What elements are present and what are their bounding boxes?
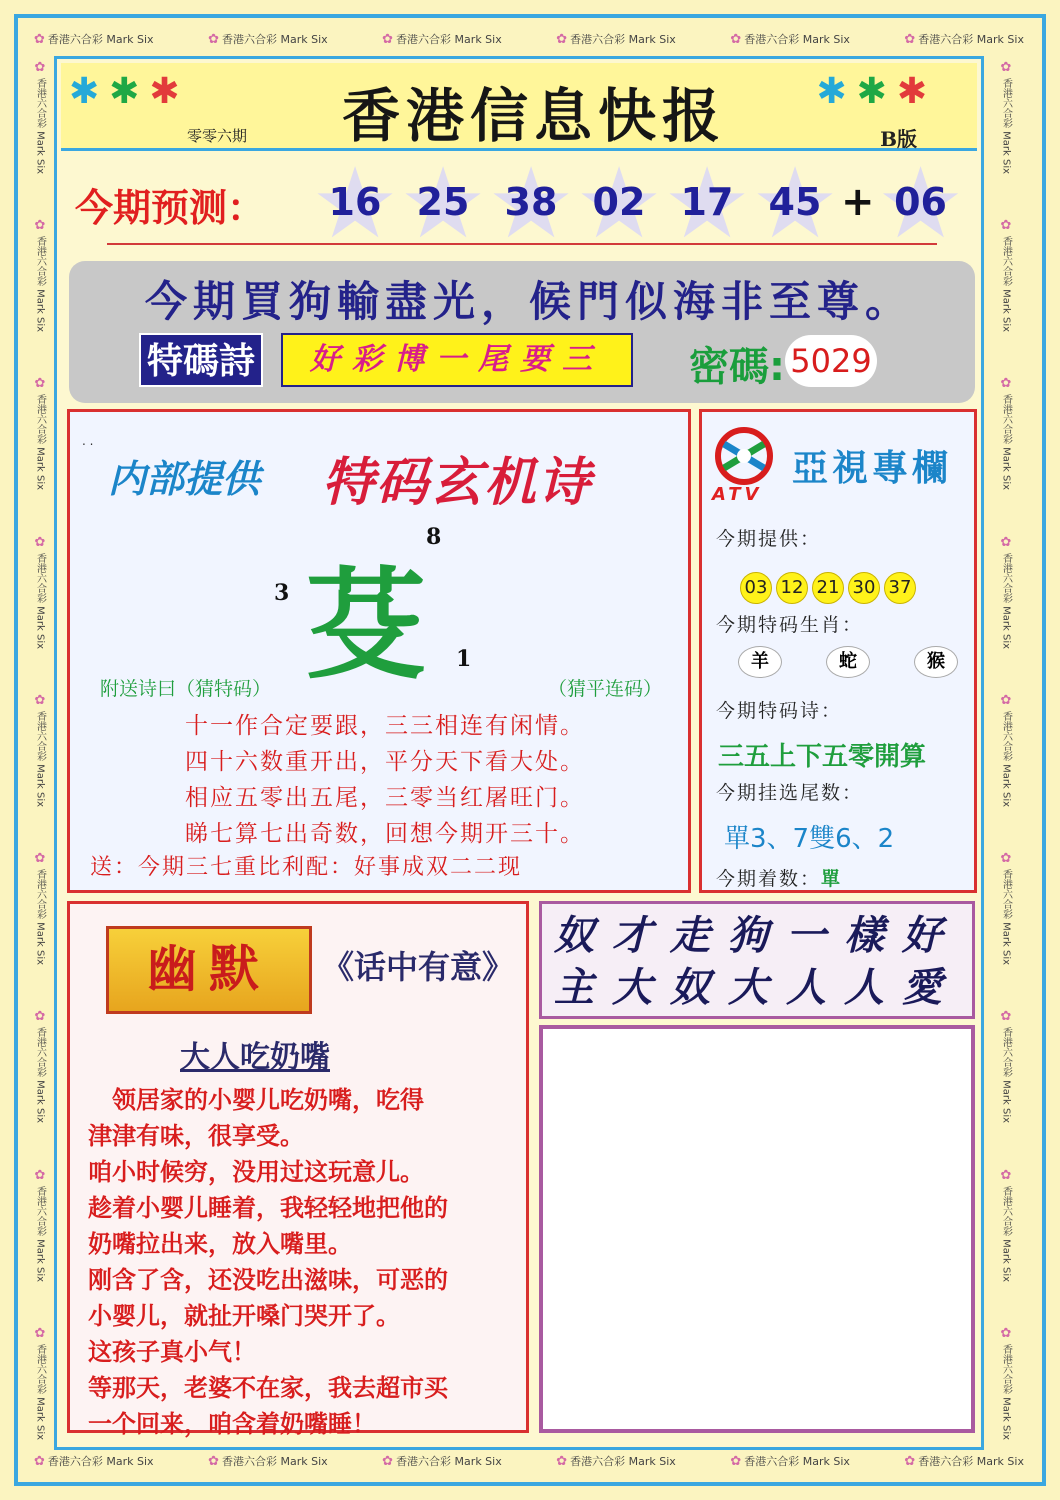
prediction-number: ★ 17 — [663, 161, 751, 243]
watermark-item — [33, 218, 48, 332]
watermark-item — [33, 60, 48, 174]
flower-icon: ✿ — [34, 31, 45, 47]
poem-verse: 睇七算七出奇数，回想今期开三十。 — [185, 821, 585, 847]
watermark-text: 香港六合彩 Mark Six — [570, 33, 676, 46]
zodiac-badge: 羊 — [738, 646, 782, 678]
humor-badge: 幽默 — [106, 926, 312, 1014]
flower-icon: ✿ — [556, 1453, 568, 1469]
flower-icon: ✿ — [32, 692, 48, 708]
atv-logo-icon — [714, 426, 774, 486]
blank-panel — [539, 1025, 975, 1433]
watermark-text: 香港六合彩 Mark Six — [744, 33, 850, 46]
flower-icon: ✿ — [998, 218, 1014, 234]
prediction-number: ★ 25 — [399, 161, 487, 243]
watermark-item — [999, 376, 1014, 490]
watermark-text: 香港六合彩 Mark Six — [1000, 78, 1012, 175]
watermark-item — [999, 535, 1014, 649]
atv-logo-text: ATV — [712, 484, 763, 505]
flower-icon: ✿ — [556, 31, 568, 47]
joke-line: 等那天，老婆不在家，我去超市买 — [88, 1374, 448, 1402]
watermark-item — [730, 1453, 850, 1469]
watermark-item — [34, 31, 154, 47]
watermark-text: 香港六合彩 Mark Six — [396, 1455, 502, 1468]
watermark-item — [999, 218, 1014, 332]
asterisk-icon: ✱ — [856, 71, 897, 112]
asterisk-icon: ✱ — [896, 71, 937, 112]
watermark-item — [33, 693, 48, 807]
zodiac-label: 今期特码生肖： — [716, 614, 864, 636]
guess-flat-label: （猜平连码） — [547, 678, 662, 700]
watermark-text: 香港六合彩 Mark Six — [221, 1455, 328, 1468]
watermark-item — [33, 1168, 48, 1282]
prediction-number: ★ 02 — [575, 161, 663, 243]
watermark-text: 香港六合彩 Mark Six — [34, 394, 46, 491]
content-panel — [54, 56, 984, 1450]
tails-label: 今期挂选尾数： — [716, 782, 864, 804]
prediction-label: 今期预测： — [75, 186, 266, 230]
asterisk-icon: ✱ — [69, 71, 110, 112]
riddle-number: 1 — [456, 646, 472, 672]
riddle-number: 8 — [426, 524, 442, 550]
flower-icon: ✿ — [904, 1453, 916, 1469]
proverb-box — [539, 901, 975, 1019]
joke-title: 大人吃奶嘴 — [180, 1040, 330, 1075]
flower-icon: ✿ — [208, 1453, 219, 1469]
poem-verses — [90, 708, 680, 852]
proverb-line: 奴才走狗一樣好 — [554, 912, 960, 959]
watermark-text: 香港六合彩 Mark Six — [1000, 869, 1012, 966]
provide-label: 今期提供： — [716, 528, 822, 550]
number-ball: 37 — [884, 572, 916, 604]
flower-icon: ✿ — [730, 1453, 742, 1469]
proverb-line: 主大奴大人人愛 — [554, 964, 960, 1011]
watermark-item — [999, 1009, 1014, 1123]
watermark-text: 香港六合彩 Mark Six — [221, 33, 328, 46]
watermark-top — [34, 28, 1024, 50]
watermark-text: 香港六合彩 Mark Six — [918, 1455, 1024, 1468]
special-poem-text: 好彩博一尾要三 — [281, 333, 633, 387]
prediction-number: ★ 38 — [487, 161, 575, 243]
watermark-item — [999, 1168, 1014, 1282]
watermark-item — [999, 693, 1014, 807]
poem-verse: 十一作合定要跟，三三相连有闲情。 — [185, 713, 585, 739]
number-ball: 03 — [740, 572, 772, 604]
headline-banner — [69, 261, 975, 403]
watermark-text: 香港六合彩 Mark Six — [396, 33, 502, 46]
watermark-item — [34, 1453, 154, 1469]
secret-code-label: 密碼: — [689, 344, 785, 390]
number-ball: 21 — [812, 572, 844, 604]
joke-line: 咱小时候穷，没用过这玩意儿。 — [88, 1158, 424, 1186]
edition-label: B版 — [880, 127, 917, 151]
plus-sign: + — [841, 179, 875, 225]
watermark-item — [208, 1453, 328, 1469]
watermark-text: 香港六合彩 Mark Six — [34, 78, 46, 175]
flower-icon: ✿ — [998, 1167, 1014, 1183]
pick-value: 單 — [821, 868, 843, 890]
flower-icon: ✿ — [382, 31, 394, 47]
tails-value: 單3、7雙6、2 — [724, 824, 895, 854]
joke-line: 津津有味，很享受。 — [88, 1122, 304, 1150]
watermark-text: 香港六合彩 Mark Six — [34, 1027, 46, 1124]
watermark-text: 香港六合彩 Mark Six — [34, 1185, 46, 1282]
watermark-text: 香港六合彩 Mark Six — [918, 33, 1024, 46]
flower-icon: ✿ — [382, 1453, 394, 1469]
special-poem-label: 今期特码诗： — [716, 700, 843, 722]
zodiac-badge: 蛇 — [826, 646, 870, 678]
number-balls — [740, 572, 916, 604]
watermark-item — [904, 31, 1024, 47]
flower-icon: ✿ — [208, 31, 219, 47]
watermark-text: 香港六合彩 Mark Six — [34, 236, 46, 333]
flower-icon: ✿ — [998, 60, 1014, 75]
watermark-text: 香港六合彩 Mark Six — [1000, 1027, 1012, 1124]
watermark-item — [33, 1326, 48, 1440]
watermark-item — [999, 60, 1014, 174]
humor-box — [67, 901, 529, 1438]
flower-icon: ✿ — [32, 1009, 48, 1025]
watermark-item — [556, 31, 676, 47]
watermark-item — [382, 31, 502, 47]
pick-label: 今期着数： — [716, 868, 822, 890]
watermark-text: 香港六合彩 Mark Six — [1000, 710, 1012, 807]
watermark-text: 香港六合彩 Mark Six — [47, 1455, 154, 1468]
watermark-text: 香港六合彩 Mark Six — [1000, 1185, 1012, 1282]
watermark-left — [30, 60, 50, 1440]
flower-icon: ✿ — [904, 31, 916, 47]
flower-icon: ✿ — [32, 1325, 48, 1341]
joke-line: 领居家的小婴儿吃奶嘴，吃得 — [88, 1086, 424, 1114]
watermark-item — [208, 31, 328, 47]
watermark-item — [33, 851, 48, 965]
watermark-text: 香港六合彩 Mark Six — [1000, 236, 1012, 333]
headline-text: 今期買狗輸盡光，候門似海非至尊。 — [144, 277, 913, 326]
watermark-item — [904, 1453, 1024, 1469]
watermark-text: 香港六合彩 Mark Six — [34, 552, 46, 649]
watermark-item — [33, 1009, 48, 1123]
poem-verse: 四十六数重开出，平分天下看大处。 — [185, 749, 585, 775]
watermark-text: 香港六合彩 Mark Six — [34, 710, 46, 807]
divider-line — [107, 243, 937, 245]
special-poem-label: 特碼詩 — [139, 333, 263, 387]
watermark-item — [999, 1326, 1014, 1440]
riddle-character: 芟 — [306, 557, 426, 696]
joke-line: 这孩子真小气！ — [88, 1338, 256, 1366]
flower-icon: ✿ — [998, 851, 1014, 867]
asterisk-icon: ✱ — [149, 71, 190, 112]
watermark-text: 香港六合彩 Mark Six — [570, 1455, 676, 1468]
flower-icon: ✿ — [32, 1167, 48, 1183]
watermark-item — [33, 376, 48, 490]
bonus-line: 送：今期三七重比利配：好事成双二二现 — [90, 855, 523, 880]
number-ball: 30 — [848, 572, 880, 604]
joke-line: 刚含了含，还没吃出滋味，可恶的 — [88, 1266, 448, 1294]
flower-icon: ✿ — [998, 376, 1014, 392]
prediction-numbers — [311, 161, 965, 243]
watermark-item — [999, 851, 1014, 965]
watermark-text: 香港六合彩 Mark Six — [34, 1343, 46, 1440]
joke-line: 趁着小婴儿睡着，我轻轻地把他的 — [88, 1194, 448, 1222]
asterisk-icon: ✱ — [109, 71, 150, 112]
flower-icon: ✿ — [32, 60, 48, 75]
watermark-text: 香港六合彩 Mark Six — [1000, 1343, 1012, 1440]
watermark-text: 香港六合彩 Mark Six — [1000, 552, 1012, 649]
watermark-text: 香港六合彩 Mark Six — [1000, 394, 1012, 491]
watermark-item — [382, 1453, 502, 1469]
joke-line: 奶嘴拉出来，放入嘴里。 — [88, 1230, 352, 1258]
guess-special-label: 附送诗曰（猜特码） — [100, 678, 272, 700]
zodiac-badge: 猴 — [914, 646, 958, 678]
flower-icon: ✿ — [32, 376, 48, 392]
flower-icon: ✿ — [998, 534, 1014, 550]
joke-line: 一个回来，咱含着奶嘴睡！ — [88, 1410, 376, 1438]
decorative-stars-right — [816, 71, 937, 112]
poem-verse: 相应五零出五尾，三零当红屠旺门。 — [185, 785, 585, 811]
atv-title: 亞視專欄 — [792, 448, 953, 489]
watermark-right — [996, 60, 1016, 1440]
decorative-stars-left — [69, 71, 190, 112]
issue-number: 零零六期 — [187, 127, 248, 145]
mystic-title: 特码玄机诗 — [322, 453, 593, 513]
watermark-bottom — [34, 1450, 1024, 1472]
prediction-number: ★ 45 — [751, 161, 839, 243]
flower-icon: ✿ — [730, 31, 742, 47]
watermark-item — [730, 31, 850, 47]
watermark-text: 香港六合彩 Mark Six — [47, 33, 154, 46]
flower-icon: ✿ — [998, 692, 1014, 708]
secret-code-value: 5029 — [785, 335, 877, 387]
joke-body — [88, 1082, 518, 1442]
joke-line: 小婴儿，就扯开嗓门哭开了。 — [88, 1302, 400, 1330]
humor-subtitle: 《话中有意》 — [322, 948, 515, 986]
flower-icon: ✿ — [998, 1009, 1014, 1025]
mystic-poem-box — [67, 409, 691, 893]
prediction-number: ★ 16 — [311, 161, 399, 243]
watermark-text: 香港六合彩 Mark Six — [34, 869, 46, 966]
zodiac-list — [738, 646, 958, 678]
special-number: ★ 06 — [877, 161, 965, 243]
internal-label: 内部提供 — [108, 457, 261, 501]
flower-icon: ✿ — [998, 1325, 1014, 1341]
flower-icon: ✿ — [32, 218, 48, 234]
watermark-item — [556, 1453, 676, 1469]
watermark-text: 香港六合彩 Mark Six — [744, 1455, 850, 1468]
riddle-number: 3 — [274, 580, 290, 606]
flower-icon: ✿ — [32, 534, 48, 550]
atv-column-box — [699, 409, 977, 893]
special-poem: 三五上下五零開算 — [718, 742, 927, 772]
watermark-item — [33, 535, 48, 649]
flower-icon: ✿ — [32, 851, 48, 867]
masthead-title: 香港信息快报 — [341, 82, 726, 150]
flower-icon: ✿ — [34, 1453, 45, 1469]
masthead — [61, 63, 977, 151]
asterisk-icon: ✱ — [816, 71, 857, 112]
dots: . . — [82, 434, 94, 448]
number-ball: 12 — [776, 572, 808, 604]
pick-row — [716, 864, 842, 891]
